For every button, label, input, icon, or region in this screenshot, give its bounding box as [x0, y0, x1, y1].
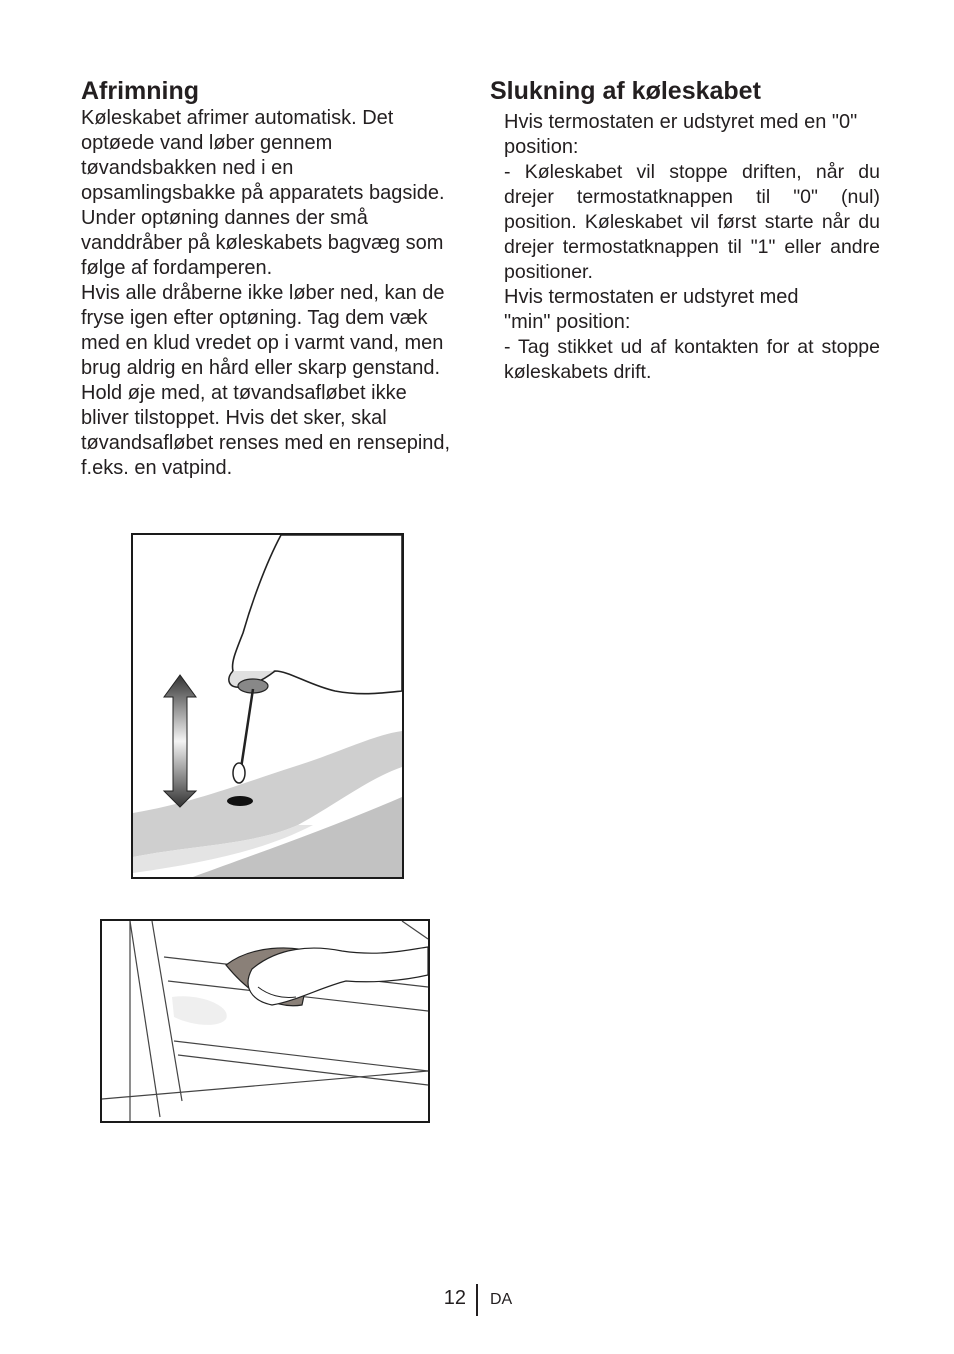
cloth-wiping-drawing — [102, 921, 428, 1121]
switch-off-section — [490, 76, 880, 385]
defrosting-paragraph-1: Køleskabet afrimer automatisk. Det optøede vand løber gennem tøvandsbakken ned i en opsamlingsbakke på apparatets bagside. — [81, 107, 445, 204]
drain-cleaning-drawing — [133, 535, 402, 877]
switch-off-item-3: Hvis termostaten er udstyret med "min" position: — [504, 286, 799, 333]
defrosting-section — [81, 76, 453, 481]
switch-off-heading: Slukning af køleskabet — [490, 77, 761, 105]
switch-off-item-1: Hvis termostaten er udstyret med en "0" position: — [504, 111, 858, 158]
cloth-wiping-illustration — [100, 919, 430, 1123]
page-number: 12 — [443, 1287, 466, 1309]
page-footer — [0, 1284, 954, 1316]
switch-off-item-2: - Køleskabet vil stoppe driften, når du drejer termostatknappen til "0" (nul) position. Køleskabet vil først starte når du drejer termostatknappen til "1" eller andre positioner. — [504, 161, 880, 283]
defrosting-paragraph-3: Hvis alle dråberne ikke løber ned, kan de fryse igen efter optøning. Tag dem væk med en klud vredet op i varmt vand, men brug aldrig en hård eller skarp genstand. — [81, 282, 445, 379]
drain-cleaning-illustration — [131, 533, 404, 879]
switch-off-item-4: - Tag stikket ud af kontakten for at stoppe køleskabets drift. — [504, 336, 880, 383]
defrosting-paragraph-2: Under optøning dannes der små vanddråber på køleskabets bagvæg som følge af fordamperen. — [81, 207, 444, 279]
footer-divider — [476, 1284, 478, 1316]
language-code: DA — [490, 1291, 513, 1308]
defrosting-heading: Afrimning — [81, 77, 200, 105]
defrosting-paragraph-4: Hold øje med, at tøvandsafløbet ikke bliver tilstoppet. Hvis det sker, skal tøvandsafløbet renses med en rensepind, f.eks. en vatpind. — [81, 382, 451, 479]
